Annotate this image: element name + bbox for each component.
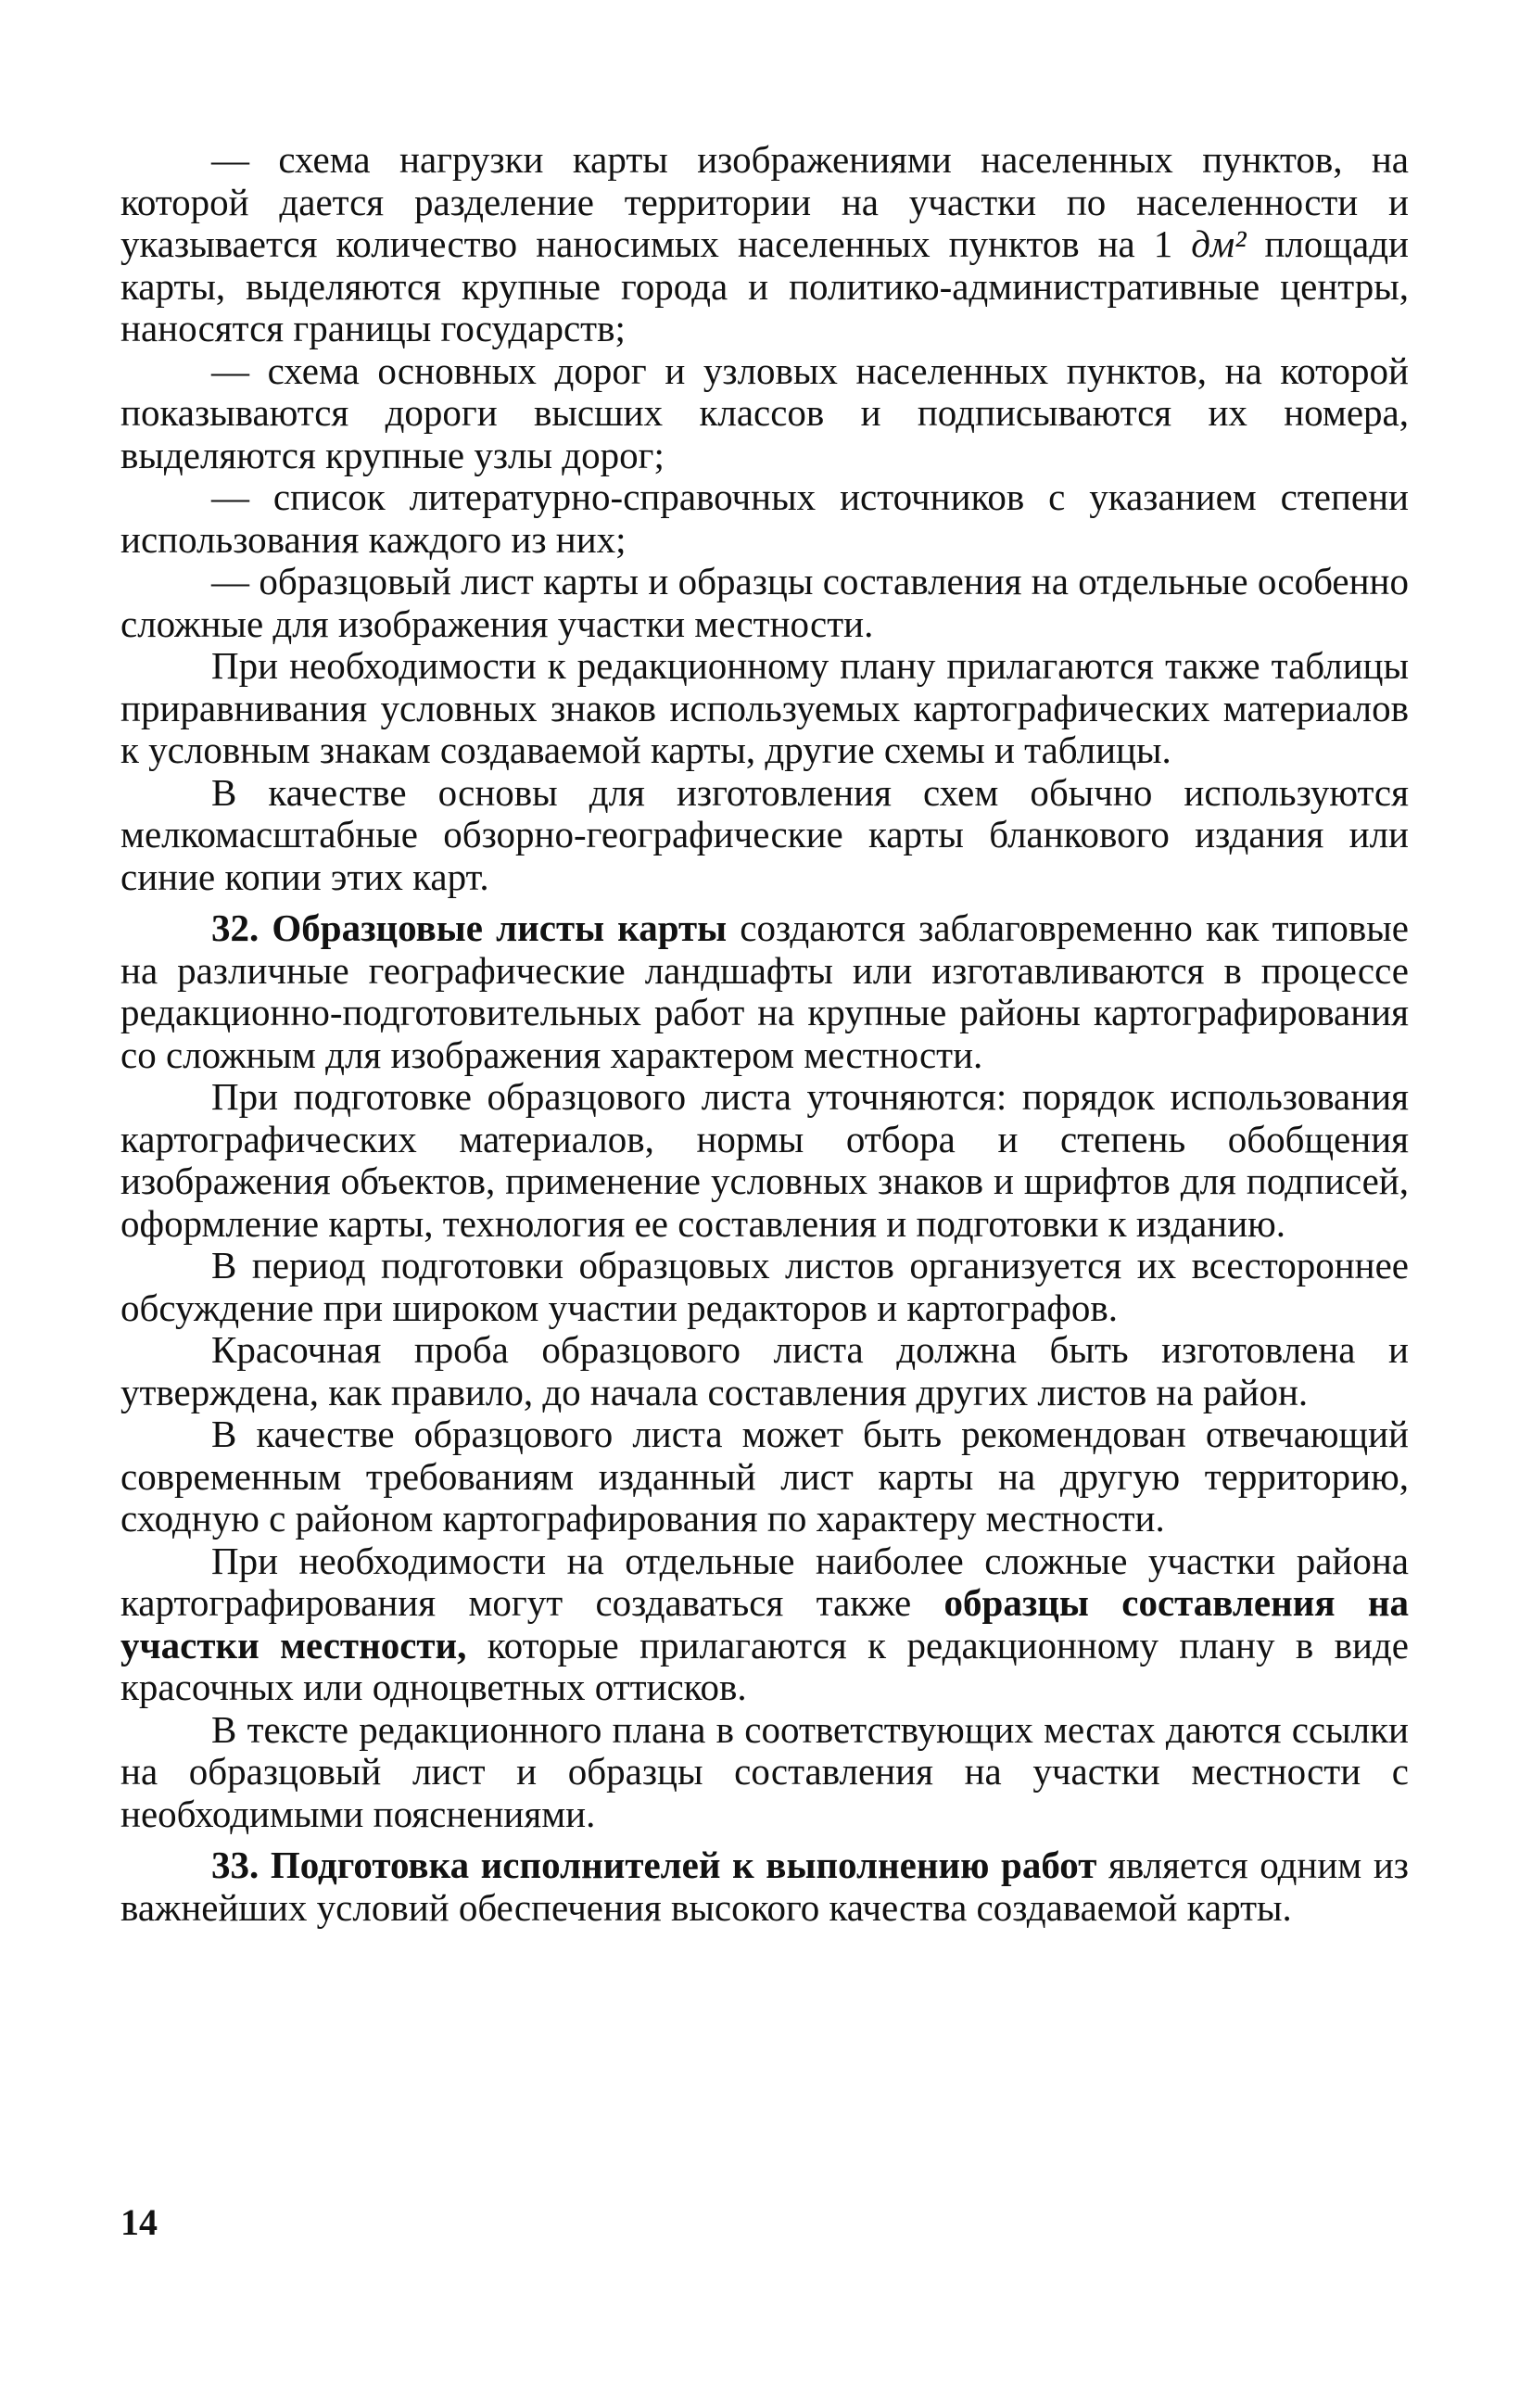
settlement-scheme-text: — схема нагрузки карты изображениями населенных пунктов, на которой дается разделение территории на участки по населенности и указывается количество наносимых населенных пунктов на 1 [120,138,1409,265]
page-number: 14 [120,2201,158,2243]
section-32-title: 32. Образцовые листы карты [211,906,728,949]
paragraph-discussion: В период подготовки образцовых листов организуется их всестороннее обсуждение при широком участии редакторов и картографов. [120,1244,1409,1329]
list-item-sample-sheet: — образцовый лист карты и образцы составления на отдельные особенно сложные для изображения участки местности. [120,560,1409,645]
list-item-sources-list: — список литературно-справочных источников с указанием степени использования каждого из них; [120,475,1409,561]
paragraph-scheme-base: В качестве основы для изготовления схем обычно используются мелкомасштабные обзорно-географические карты бланкового издания или синие копии этих карт. [120,770,1409,898]
settlement-scheme-text-end: площади карты, выделяются крупные города и политико-административные центры, наносятся границы государств; [120,222,1409,349]
paragraph-sample-preparation: При подготовке образцового листа уточняются: порядок использования картографических материалов, нормы отбора и степень обобщения изображения объектов, применение условных знаков и шрифтов для подписей, оформление карты, технология ее составления и подготовки к изданию. [120,1075,1409,1245]
list-item-settlement-scheme [120,139,1409,350]
section-33-text: является одним из важнейших условий обеспечения высокого качества создаваемой карты. [120,1844,1409,1929]
area-samples-end: которые прилагаются к редакционному плану в виде красочных или одноцветных оттисков. [120,1623,1409,1708]
area-samples-bold: образцы составления на участки местности, [120,1581,1409,1667]
section-32-text: создаются заблаговременно как типовые на различные географические ландшафты или изготавливаются в процессе редакционно-подготовительных работ на крупные районы картографирования со сложным для изображения характером местности. [120,906,1409,1076]
paragraph-additional-tables: При необходимости к редакционному плану прилагаются также таблицы приравнивания условных знаков используемых картографических материалов к условным знакам создаваемой карты, другие схемы и таблицы. [120,644,1409,771]
list-item-road-scheme: — схема основных дорог и узловых населенных пунктов, на которой показываются дороги высших классов и подписываются их номера, выделяются крупные узлы дорог; [120,349,1409,476]
area-samples-start: При необходимости на отдельные наиболее сложные участки района картографирования могут создаваться также [120,1539,1409,1624]
section-33-title: 33. Подготовка исполнителей к выполнению работ [211,1844,1097,1886]
paragraph-references: В тексте редакционного плана в соответствующих местах даются ссылки на образцовый лист и образцы составления на участки местности с необходимыми пояснениями. [120,1707,1409,1835]
paragraph-recommended-sheet: В качестве образцового листа может быть рекомендован отвечающий современным требованиям изданный лист карты на другую территорию, сходную с районом картографирования по характеру местности. [120,1413,1409,1540]
unit-dm2: дм² [1191,222,1247,265]
section-32 [120,907,1409,1076]
paragraph-color-proof: Красочная проба образцового листа должна быть изготовлена и утверждена, как правило, до начала составления других листов на район. [120,1328,1409,1413]
paragraph-area-samples [120,1540,1409,1709]
page-body [120,139,1409,1929]
section-33 [120,1844,1409,1929]
